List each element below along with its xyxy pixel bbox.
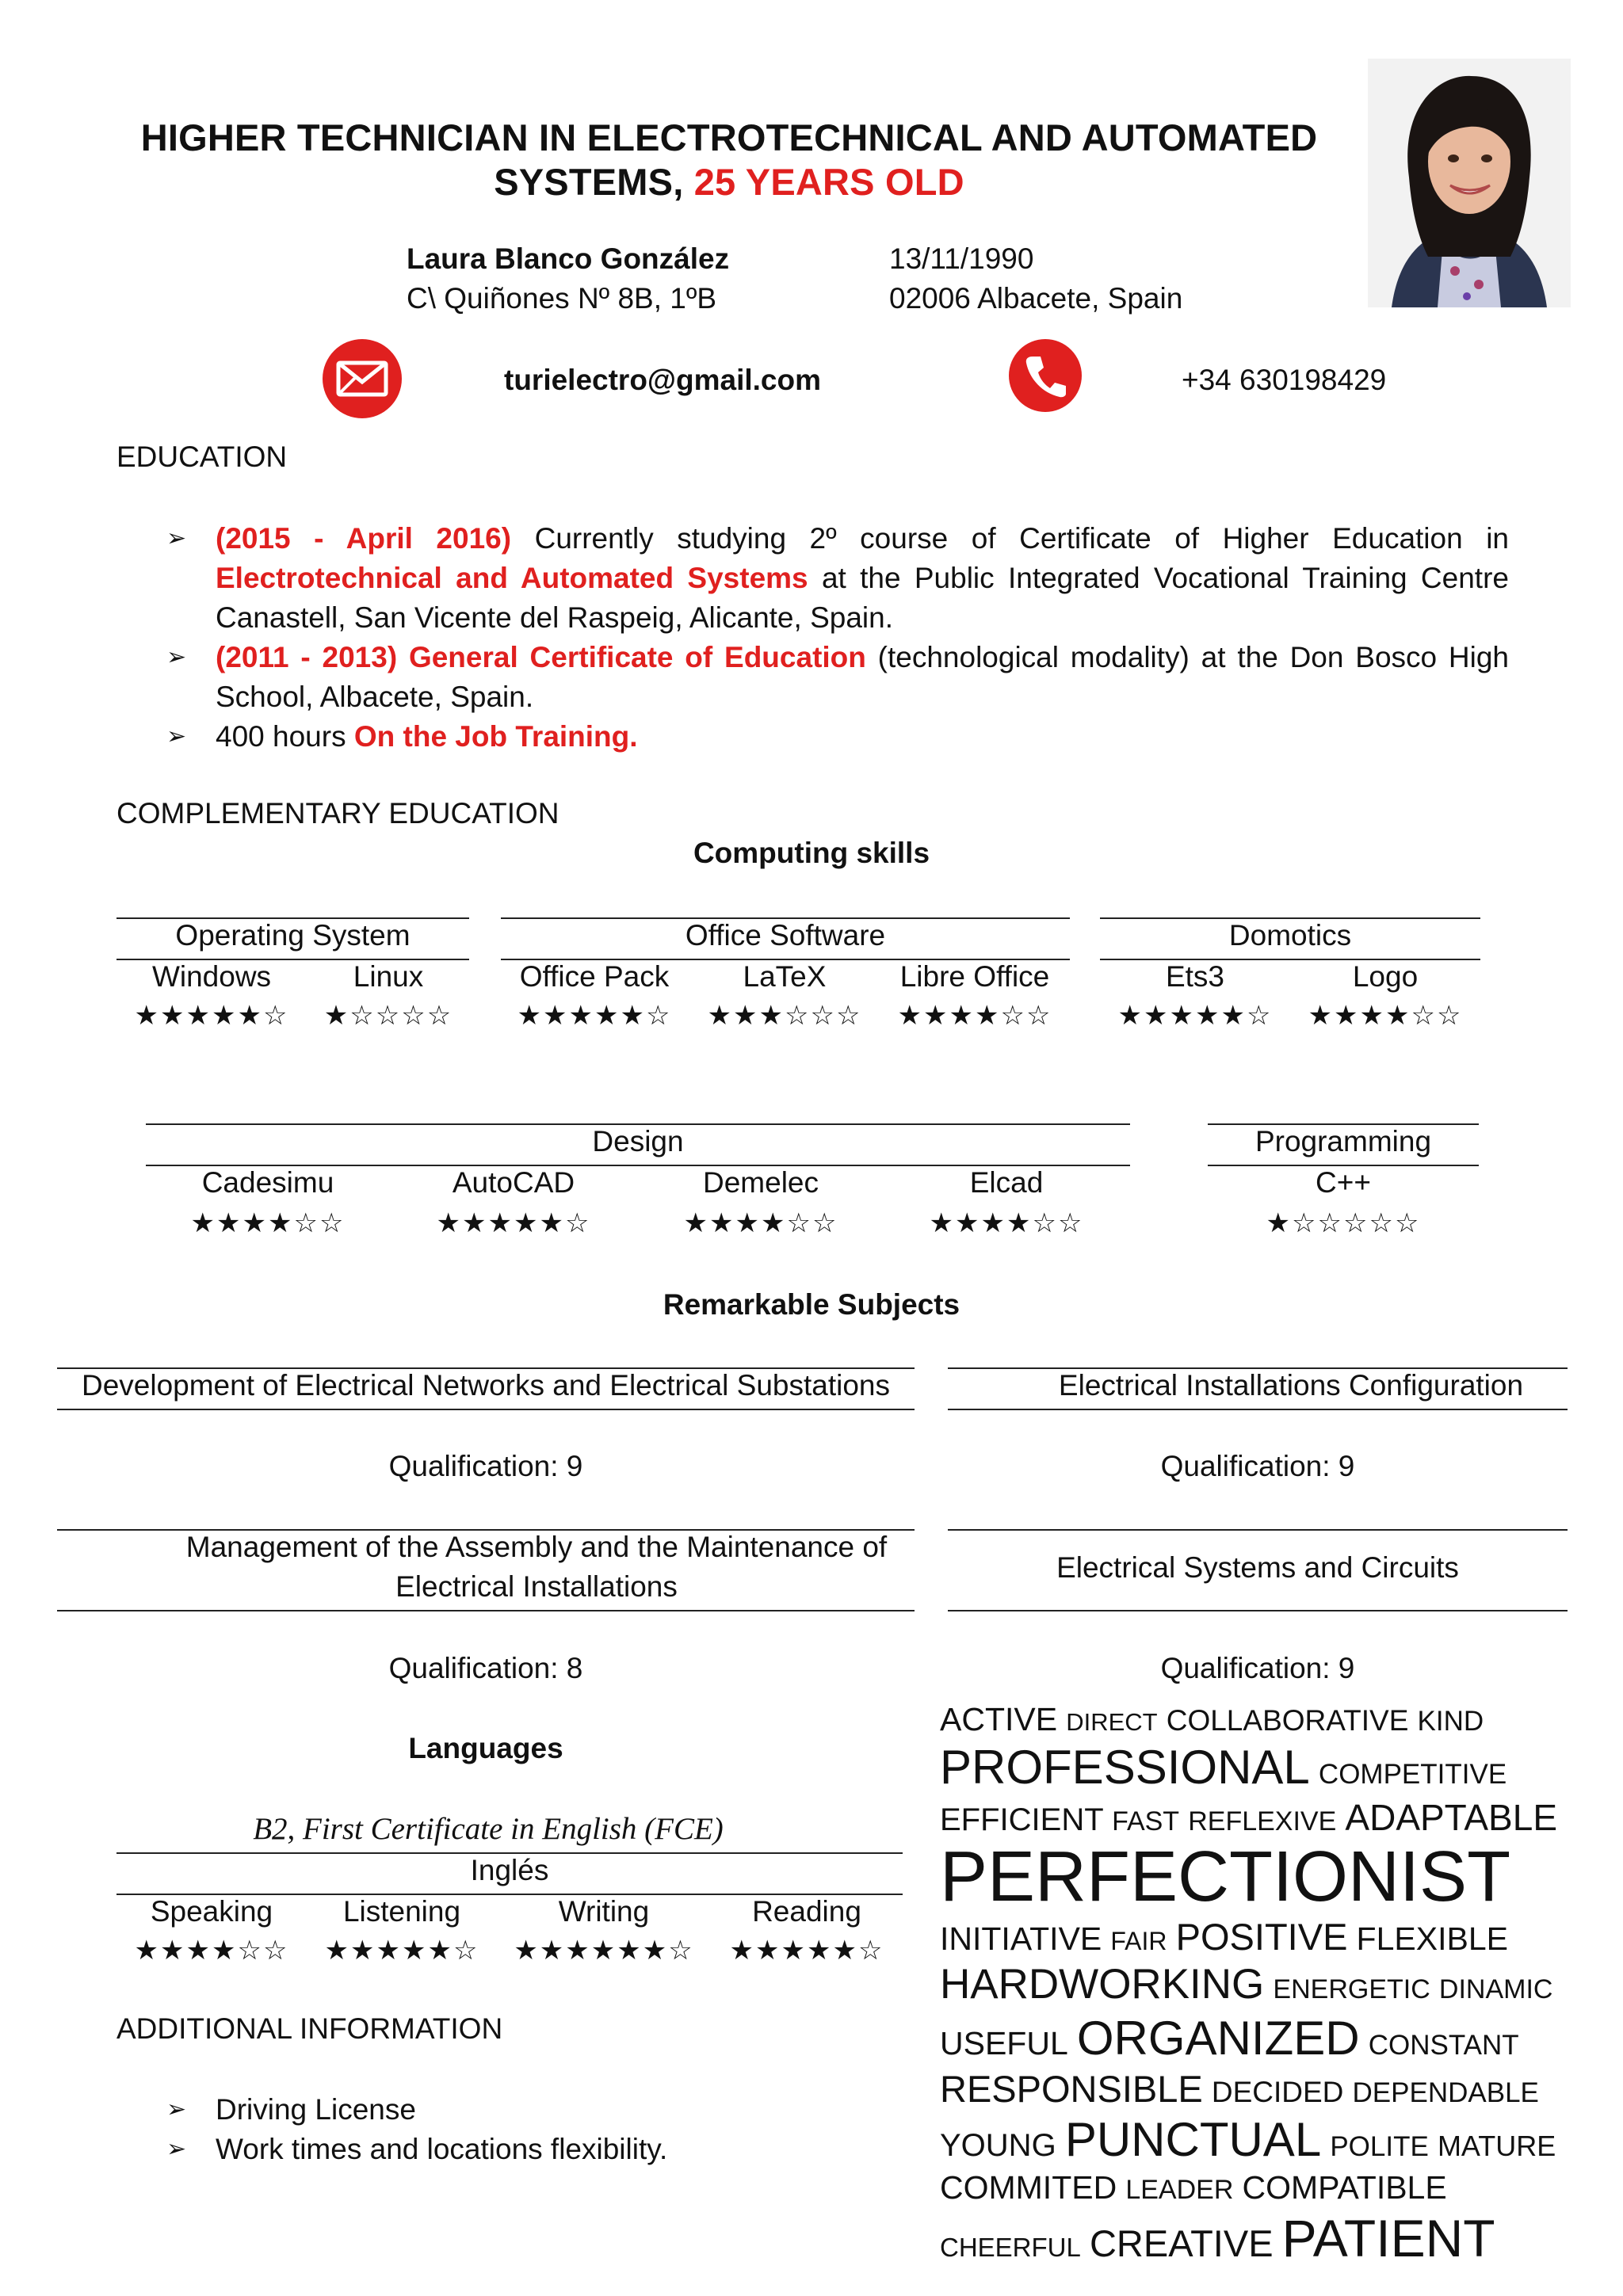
trait-word: FLEXIBLE (1356, 1920, 1508, 1957)
languages-title: Languages (408, 1732, 563, 1764)
education-text: (technological modality) at the Don Bosco High School, Albacete, Spain. (216, 641, 1509, 713)
cv-title-age: 25 YEARS OLD (693, 161, 964, 203)
trait-word: INITIATIVE (940, 1920, 1102, 1957)
trait-word: FAIR (1110, 1926, 1167, 1955)
subject-name: Electrical Installations Configuration (1058, 1369, 1524, 1402)
skill-name: Office Pack (519, 960, 670, 993)
trait-word: ENERGETIC (1273, 1974, 1430, 2005)
star-rating: ★★★★☆☆ (897, 1000, 1052, 1032)
trait-word: CHEERFUL (940, 2233, 1081, 2263)
trait-word: CONSTANT (1368, 2029, 1519, 2061)
star-rating: ★★★★☆☆ (683, 1207, 838, 1239)
word-cloud-line (940, 1796, 1606, 1840)
group-title-operating-system: Operating System (175, 919, 411, 952)
trait-word: FAST (1112, 1806, 1180, 1837)
skill-name: LaTeX (743, 960, 827, 993)
language-skill-name: Reading (752, 1895, 861, 1928)
rule (948, 1409, 1568, 1410)
trait-word: USEFUL (940, 2024, 1068, 2061)
skill-name: Ets3 (1165, 960, 1225, 993)
street-address: C\ Quiñones Nº 8B, 1ºB (407, 282, 717, 315)
arrow-bullet-icon: ➢ (166, 644, 187, 670)
trait-word: COMMITED (940, 2169, 1117, 2206)
star-rating: ★★★☆☆☆ (707, 1000, 862, 1032)
subject-qualification: Qualification: 9 (1160, 1450, 1355, 1482)
trait-word: DIRECT (1066, 1708, 1158, 1736)
trait-word: DECIDED (1211, 2075, 1344, 2108)
skill-name: Windows (151, 960, 272, 993)
phone-number[interactable]: +34 630198429 (1182, 364, 1387, 396)
education-text: Currently studying 2º course of Certificate of Higher Education in (511, 522, 1509, 555)
skill-name: Cadesimu (201, 1166, 334, 1199)
skill-name: Logo (1352, 960, 1419, 993)
education-dates: (2015 - April 2016) (216, 522, 512, 555)
subject-name: Electrical Systems and Circuits (1056, 1551, 1459, 1584)
word-cloud-line (940, 2010, 1606, 2067)
education-degree: (2011 - 2013) General Certificate of Education (216, 641, 866, 673)
portrait-image (1368, 59, 1571, 307)
education-degree: Electrotechnical and Automated Systems (216, 562, 808, 594)
star-rating: ★★★★☆☆ (190, 1207, 346, 1239)
additional-heading: ADDITIONAL INFORMATION (116, 2012, 503, 2045)
education-training: On the Job Training. (353, 720, 638, 753)
email-icon (323, 339, 402, 418)
group-title-domotics: Domotics (1228, 919, 1352, 952)
skill-name: Linux (353, 960, 424, 993)
trait-word: POLITE (1330, 2131, 1429, 2163)
trait-word: ACTIVE (940, 1701, 1058, 1737)
trait-word: LEADER (1125, 2175, 1234, 2206)
cv-title-line1: HIGHER TECHNICIAN IN ELECTROTECHNICAL AND AUTOMATED (140, 116, 1318, 158)
arrow-bullet-icon: ➢ (166, 525, 187, 551)
trait-word: PERFECTIONIST (940, 1837, 1511, 1917)
language-skill-name: Listening (342, 1895, 461, 1928)
star-rating: ★★★★★☆ (134, 1000, 289, 1032)
language-skill-name: Writing (558, 1895, 650, 1928)
cv-title-line2 (111, 160, 1347, 204)
rule (948, 1529, 1568, 1531)
star-rating: ★☆☆☆☆ (323, 1000, 453, 1032)
subject-name: Electrical Installations (395, 1570, 678, 1603)
trait-word: COMPETITIVE (1318, 1759, 1507, 1791)
subject-qualification: Qualification: 8 (388, 1652, 583, 1684)
trait-word: KIND (1417, 1706, 1484, 1737)
arrow-bullet-icon: ➢ (166, 2096, 187, 2122)
city-address: 02006 Albacete, Spain (889, 282, 1183, 315)
trait-word: ORGANIZED (1076, 2011, 1360, 2065)
subject-qualification: Qualification: 9 (1160, 1652, 1355, 1684)
star-rating: ★★★★★★☆ (514, 1935, 694, 1966)
education-text: at the Public Integrated Vocational Training Centre Canastell, San Vicente del Raspeig, Alicante, Spain. (216, 562, 1509, 634)
language-certificate: B2, First Certificate in English (FCE) (253, 1812, 724, 1846)
complementary-heading: COMPLEMENTARY EDUCATION (116, 797, 559, 830)
trait-word: COMPATIBLE (1242, 2169, 1447, 2206)
word-cloud-line (940, 1739, 1606, 1796)
trait-word: COLLABORATIVE (1166, 1704, 1409, 1737)
trait-word: MATURE (1437, 2130, 1556, 2163)
group-title-design: Design (592, 1125, 684, 1158)
additional-item-text: Driving License (216, 2093, 416, 2126)
star-rating: ★★★★☆☆ (134, 1935, 289, 1966)
education-item (166, 638, 1509, 717)
skill-name: C++ (1316, 1166, 1371, 1199)
subject-name: Management of the Assembly and the Maintenance of (185, 1531, 888, 1563)
arrow-bullet-icon: ➢ (166, 723, 187, 749)
word-cloud-line (940, 1915, 1606, 1959)
trait-word: PROFESSIONAL (940, 1741, 1310, 1794)
education-list (166, 519, 1509, 757)
star-rating: ★★★★☆☆ (1308, 1000, 1463, 1032)
rule (57, 1409, 915, 1410)
star-rating: ★★★★★☆ (436, 1207, 591, 1239)
skill-name: Elcad (969, 1166, 1044, 1199)
rule (948, 1610, 1568, 1611)
word-cloud-line (940, 2111, 1606, 2168)
computing-skills-title: Computing skills (693, 837, 930, 869)
word-cloud-line (940, 1837, 1606, 1917)
subject-qualification: Qualification: 9 (388, 1450, 583, 1482)
full-name: Laura Blanco González (407, 242, 730, 275)
star-rating: ★★★★★☆ (1117, 1000, 1273, 1032)
word-cloud-line (940, 1700, 1606, 1739)
trait-word: PATIENT (1281, 2209, 1495, 2268)
star-rating: ★★★★☆☆ (929, 1207, 1084, 1239)
word-cloud-line (940, 2067, 1606, 2111)
word-cloud-line (940, 2207, 1606, 2270)
trait-word: DINAMIC (1438, 1974, 1553, 2005)
birth-date: 13/11/1990 (889, 242, 1034, 275)
education-item (166, 717, 1509, 757)
language-skill-name: Speaking (150, 1895, 273, 1928)
subject-name: Development of Electrical Networks and Electrical Substations (81, 1369, 890, 1402)
word-cloud-line (940, 2168, 1606, 2207)
skill-name: Demelec (703, 1166, 819, 1199)
star-rating: ★★★★★☆ (517, 1000, 672, 1032)
additional-item (166, 2130, 880, 2169)
trait-word: POSITIVE (1175, 1915, 1348, 1958)
additional-item-text: Work times and locations flexibility. (216, 2133, 668, 2165)
trait-word: YOUNG (940, 2128, 1056, 2164)
skill-name: Libre Office (899, 960, 1050, 993)
trait-word: CREATIVE (1089, 2222, 1274, 2265)
education-text: 400 hours (216, 720, 354, 753)
cv-title (111, 116, 1347, 204)
trait-word: PUNCTUAL (1064, 2113, 1322, 2167)
trait-word: HARDWORKING (940, 1961, 1265, 2008)
trait-word: REFLEXIVE (1188, 1806, 1337, 1837)
star-rating: ★★★★★☆ (729, 1935, 884, 1966)
phone-icon (1009, 339, 1082, 412)
language-name: Inglés (470, 1854, 549, 1886)
star-rating: ★☆☆☆☆☆ (1266, 1207, 1421, 1239)
group-title-office-software: Office Software (685, 919, 886, 952)
personality-word-cloud (940, 1700, 1606, 2271)
trait-word: DEPENDABLE (1352, 2077, 1539, 2108)
star-rating: ★★★★★☆ (324, 1935, 479, 1966)
remarkable-subjects-title: Remarkable Subjects (663, 1288, 960, 1321)
trait-word: ADAPTABLE (1345, 1797, 1557, 1839)
profile-photo (1368, 59, 1571, 307)
rule (57, 1610, 915, 1611)
trait-word: RESPONSIBLE (940, 2067, 1203, 2110)
cv-title-systems: SYSTEMS, (494, 161, 694, 203)
education-item (166, 519, 1509, 638)
email-address[interactable]: turielectro@gmail.com (504, 364, 822, 396)
education-heading: EDUCATION (116, 441, 288, 473)
additional-list (166, 2090, 880, 2169)
trait-word: EFFICIENT (940, 1802, 1103, 1838)
skill-name: AutoCAD (452, 1166, 575, 1199)
additional-item (166, 2090, 880, 2130)
arrow-bullet-icon: ➢ (166, 2136, 187, 2162)
group-title-programming: Programming (1254, 1125, 1432, 1158)
word-cloud-line (940, 1959, 1606, 2010)
